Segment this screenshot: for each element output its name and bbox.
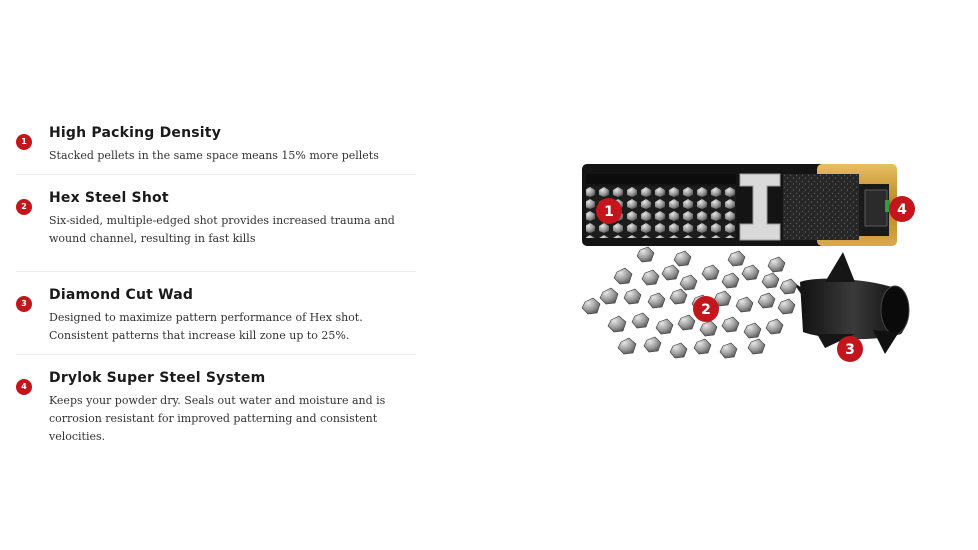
svg-text:4: 4 bbox=[897, 202, 907, 218]
feature-title: Drylok Super Steel System bbox=[49, 370, 266, 386]
feature-title: High Packing Density bbox=[49, 125, 222, 141]
svg-text:3: 3 bbox=[845, 342, 855, 358]
feature-description: Keeps your powder dry. Seals out water and moisture and is corrosion resistant for improved patterning and consistent velocities. bbox=[49, 394, 386, 443]
primer bbox=[865, 190, 887, 226]
shotshell-cutaway-illustration bbox=[555, 150, 935, 390]
feature-description: Six-sided, multiple-edged shot provides increased trauma and wound channel, resulting in fast kills bbox=[49, 214, 395, 245]
feature-number-badge: 3 bbox=[16, 296, 32, 312]
feature-diamond-cut-wad bbox=[16, 271, 416, 354]
marker-3 bbox=[837, 336, 863, 362]
marker-2 bbox=[693, 296, 719, 322]
loose-hex-shot bbox=[582, 247, 797, 358]
feature-description: Stacked pellets in the same space means 15% more pellets bbox=[49, 149, 379, 162]
shell-cutaway bbox=[582, 164, 897, 246]
feature-high-packing-density bbox=[16, 124, 416, 174]
feature-number-badge: 1 bbox=[16, 134, 32, 150]
svg-text:1: 1 bbox=[604, 204, 614, 220]
feature-list bbox=[16, 124, 416, 443]
marker-4 bbox=[889, 196, 915, 222]
feature-number-badge: 2 bbox=[16, 199, 32, 215]
marker-1 bbox=[596, 198, 622, 224]
feature-drylok-super-steel-system bbox=[16, 354, 416, 443]
feature-hex-steel-shot bbox=[16, 174, 416, 271]
feature-description: Designed to maximize pattern performance of Hex shot. Consistent patterns that increase kill zone up to 25%. bbox=[49, 311, 363, 342]
feature-title: Diamond Cut Wad bbox=[49, 287, 194, 303]
feature-title: Hex Steel Shot bbox=[49, 190, 169, 206]
svg-text:2: 2 bbox=[701, 302, 711, 318]
feature-number-badge: 4 bbox=[16, 379, 32, 395]
powder-charge bbox=[783, 174, 859, 240]
